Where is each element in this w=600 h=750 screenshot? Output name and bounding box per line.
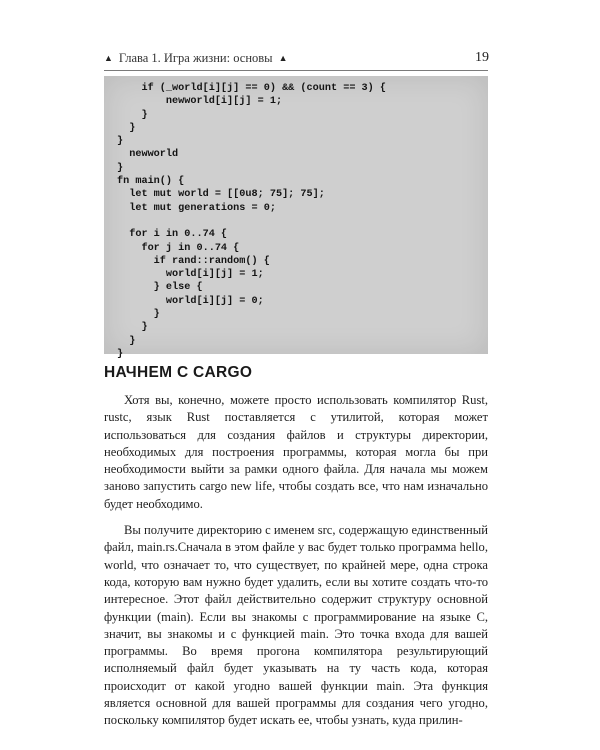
code-line: if rand::random() {: [117, 255, 270, 267]
body-text: [104, 392, 488, 739]
paragraph: Вы получите директорию с именем src, содержащую единственный файл, main.rs.Сначала в этом файле у вас будет только программа hello, world, что означает то, что существует, по крайней мере, одна строка кода, которую вам нужно будет удалить, если вы хотите создать что-то интересное. Этот файл действительно содержит структуру основной функции (main). Если вы знакомы с программирование на языке С, значит, вы знакомы и с функцией main. Это точка входа для вашей программы. Во время прогона компилятора результирующий исполняемый файл будет указывать на ту часть кода, которая происходит от какой угодно вашей функции main. Эта функция является основной для вашей программы для создания чего угодно, поскольку компилятор будет искать ее, чтобы узнать, куда прилин-: [104, 523, 488, 728]
code-line: [117, 215, 386, 228]
chapter-title: Глава 1. Игра жизни: основы: [118, 50, 273, 65]
code-line: }: [117, 335, 136, 347]
header-rule: [104, 70, 488, 71]
paragraph: Хотя вы, конечно, можете просто использовать компилятор Rust, rustc, язык Rust поставляется с утилитой, которая может использоваться для создания файлов и структуры директории, необходимых для построения программы, которая могла бы при необходимости выйти за рамки одного файла. Для начала мы можем заново запустить cargo new life, чтобы создать все, что нам изначально будет необходимо.: [104, 393, 488, 511]
code-line: }: [117, 348, 124, 360]
code-line: }: [117, 322, 148, 334]
code-line: }: [117, 162, 124, 174]
code-listing: [117, 82, 386, 361]
code-line: newworld: [117, 149, 179, 161]
code-line: let mut world = [[0u8; 75]; 75];: [117, 189, 325, 201]
code-line: let mut generations = 0;: [117, 202, 276, 214]
code-line: }: [117, 122, 136, 134]
code-line: }: [117, 309, 160, 321]
code-line: world[i][j] = 0;: [117, 295, 264, 307]
section-heading: НАЧНЕМ С CARGO: [104, 364, 253, 381]
code-line: if (_world[i][j] == 0) && (count == 3) {: [117, 83, 386, 94]
code-line: world[i][j] = 1;: [117, 269, 264, 281]
triangle-left-icon: ▲: [104, 52, 113, 63]
running-header: [104, 50, 489, 66]
code-line: for i in 0..74 {: [117, 229, 228, 241]
triangle-right-icon: ▲: [278, 52, 288, 63]
running-header-left: [104, 51, 288, 66]
code-line: newworld[i][j] = 1;: [117, 96, 283, 108]
page-number: 19: [475, 50, 489, 65]
code-line: }: [117, 109, 148, 121]
code-line: for j in 0..74 {: [117, 242, 240, 254]
code-line: }: [117, 136, 124, 148]
code-line: } else {: [117, 282, 203, 294]
code-line: fn main() {: [117, 176, 185, 188]
